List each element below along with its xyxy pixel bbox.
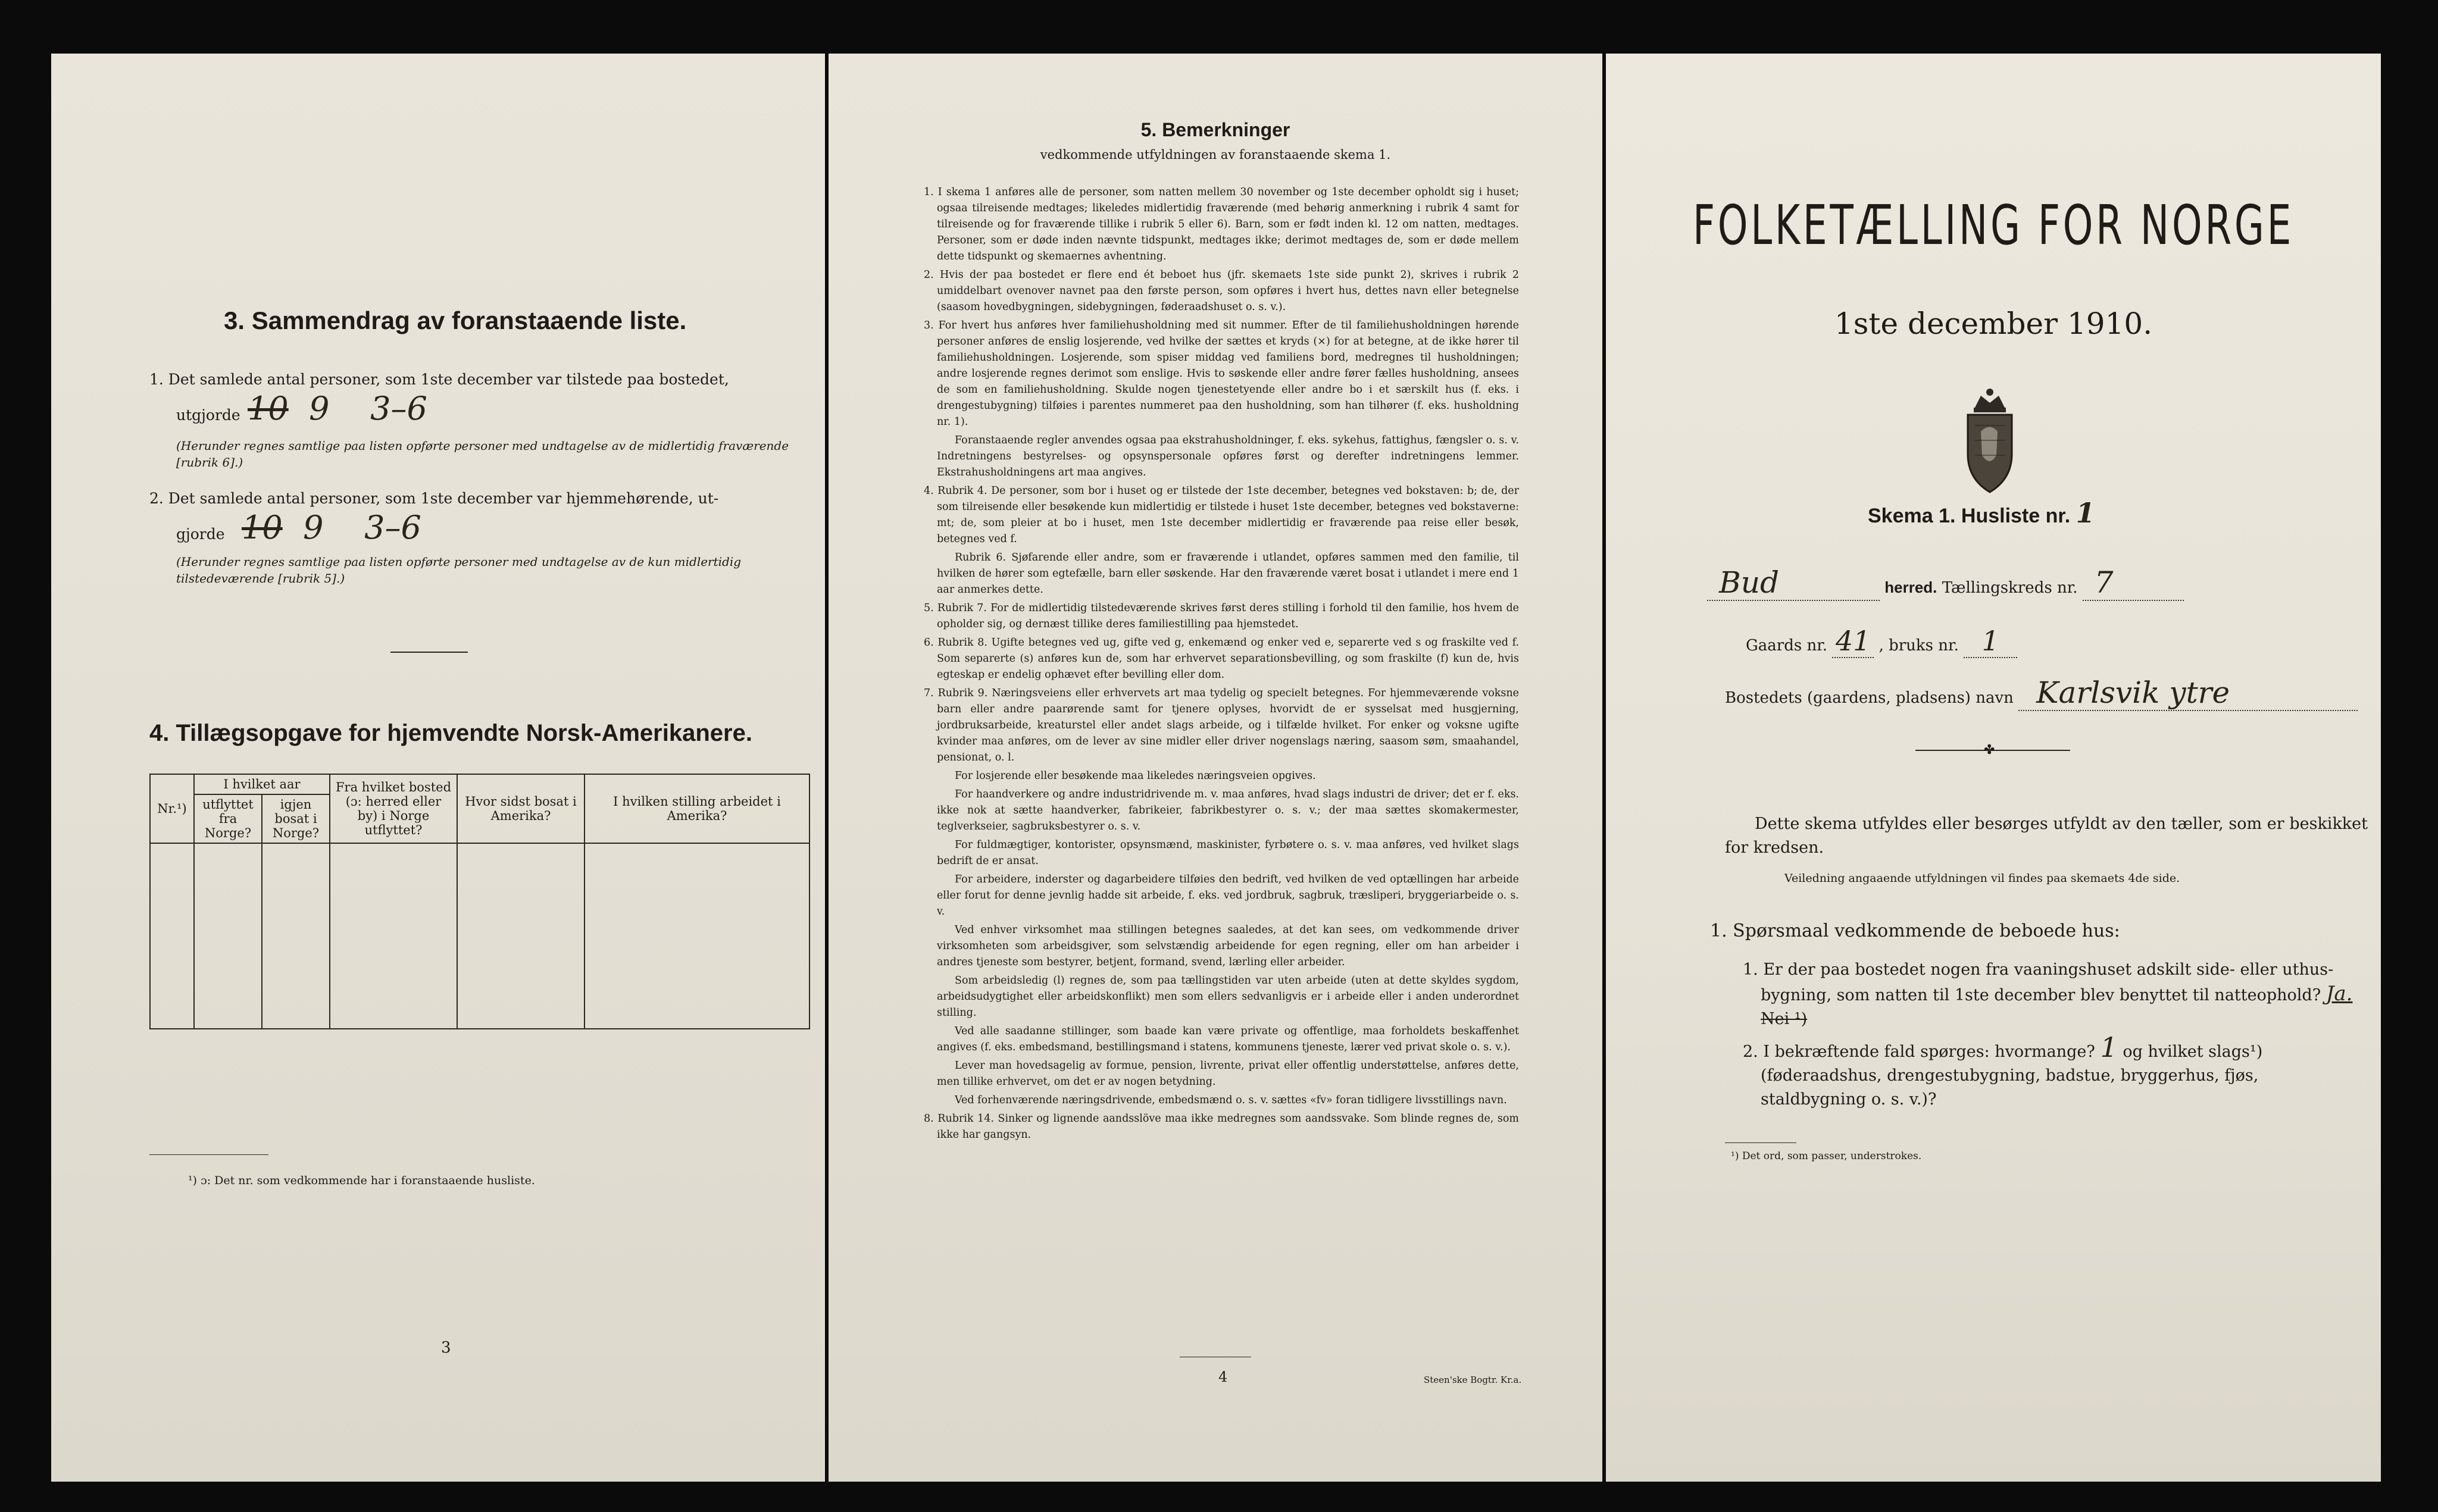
question-2-text-cont: og hvilket slags¹) (føderaadshus, drengestubygning, badstue, bryggerhus, fjøs, staldbygning o. s. v.)? xyxy=(1761,1043,2263,1109)
question-section-label: 1. Spørsmaal vedkommende de beboede hus: xyxy=(1710,921,2120,941)
summary-item-1-label xyxy=(176,405,240,426)
kreds-value: 7 xyxy=(2094,565,2114,600)
struck-value: 10 xyxy=(242,509,283,546)
remark-paragraph: Lever man hovedsagelig av formue, pension, livrente, privat eller offentlig understøttelse, anføres dette, men tillike erhvervet, om det er av nogen betydning. xyxy=(937,1060,1519,1088)
col-returned: igjen bosat i Norge? xyxy=(262,794,330,843)
norwegian-coat-of-arms-icon xyxy=(1957,384,2023,497)
intro-text: Dette skema utfyldes eller besørges utfyldt av den tæller, som er beskikket for kredsen. xyxy=(1725,815,2368,857)
herred-value: Bud xyxy=(1719,565,1779,600)
page-left xyxy=(51,54,825,1482)
present-count: 9 xyxy=(309,390,330,427)
col-position: I hvilken stilling arbeidet i Amerika? xyxy=(585,774,809,843)
remark-paragraph: Ved enhver virksomhet maa stillingen betegnes saaledes, at det kan sees, om vedkommende driver virksomheten som arbeidsgiver, som selvstændig arbeidende for egen regning, eller om han arbeider i andres tjeneste som bestyrer, betjent, formand, svend, lærling eller arbeider. xyxy=(937,924,1519,968)
page-number: 3 xyxy=(441,1339,451,1357)
section-3-title: 3. Sammendrag av foranstaaende liste. xyxy=(224,306,687,334)
bruks-value: 1 xyxy=(1981,625,1999,657)
answer-count: 1 xyxy=(2100,1031,2118,1063)
remark-paragraph: 7. Rubrik 9. Næringsveiens eller erhvervets art maa tydelig og specielt betegnes. For hjemmeværende voksne barn eller andre paarørende samt for tjenere oplyses, hvorvidt de er sysselsat med husgjerning, jordbruksarbeide, kreaturstel eller andet slags arbeide, og i tilfælde hvilket. For enker og voksne ugifte kvinder maa anføres, om de lever av sine midler eller driver nogenslags næring, saasom søm, smaahandel, pensionat, o. l. xyxy=(924,687,1519,763)
question-section-title xyxy=(1710,919,2365,943)
resident-count: 9 xyxy=(303,509,324,546)
table-row xyxy=(150,918,809,954)
remarks-body xyxy=(924,184,1519,1145)
remarks-title: 5. Bemerkninger xyxy=(1140,119,1290,140)
question-1 xyxy=(1743,958,2362,1031)
bosted-value: Karlsvik ytre xyxy=(2036,675,2230,710)
struck-value: 10 xyxy=(248,390,289,427)
remark-paragraph: 1. I skema 1 anføres alle de personer, som natten mellem 30 november og 1ste december opholdt sig i huset; ogsaa tilreisende medtages; likeledes midlertidig fraværende (med behørig anmerkning i rubrik 4 samt for tilreisende og for fraværende tillike i rubrik 5 eller 6). Barn, som er født inden kl. 12 om natten, medtages. Personer, som er døde inden nævnte tidspunkt, medtages ikke; derimot medtages de, som er døde mellem dette tidspunkt og skemaernes avhentning. xyxy=(924,186,1519,262)
summary-item-1-note: (Herunder regnes samtlige paa listen opførte personer med undtagelse av de midlertidig fraværende [rubrik 6].) xyxy=(176,439,789,469)
footnote-rule xyxy=(149,1154,268,1155)
remark-paragraph: For losjerende eller besøkende maa likeledes næringsveien opgives. xyxy=(955,770,1316,782)
remark-paragraph: 4. Rubrik 4. De personer, som bor i huset og er tilstede der 1ste december, betegnes ved bokstaven: b; de, der som tilreisende eller besøkende kun midlertidig er tilstede i huset 1ste december, betegnes ved bokstaverne: mt; de, som pleier at bo i huset, men 1ste december midlertidig er fraværende paa reise eller besøk, betegnes ved f. xyxy=(924,485,1519,545)
census-title: FOLKETÆLLING FOR NORGE xyxy=(1692,193,2295,257)
summary-item-2 xyxy=(149,488,810,509)
summary-item-1-handwriting xyxy=(248,390,427,427)
remark-paragraph: Som arbeidsledig (l) regnes de, som paa tællingstiden var uten arbeide (uten at dette skyldes sygdom, arbeidsudygtighet eller arbeidskonflikt) men som ellers sedvanligvis er i arbeide eller i anden underordnet stilling. xyxy=(937,975,1519,1019)
remark-paragraph: 6. Rubrik 8. Ugifte betegnes ved ug, gifte ved g, enkemænd og enker ved e, separerte ved s og fraskilte ved f. Som separerte (s) anføres kun de, som har erhvervet separationsbevilling, og som fraskilte (f) kun de, hvis egteskap er endelig ophævet efter bevilling eller dom. xyxy=(924,637,1519,681)
footnote-rule xyxy=(1725,1142,1796,1143)
table-row xyxy=(150,843,809,881)
remark-paragraph: 2. Hvis der paa bostedet er flere end ét beboet hus (jfr. skemaets 1ste side punkt 2), skrives i rubrik 2 umiddelbart ovenover navnet paa den første person, som opføres i hvert hus, dettes navn eller betegnelse (saasom hovedbygningen, sidebygningen, føderaadshuset o. s. v.). xyxy=(924,269,1519,313)
col-last-america: Hvor sidst bosat i Amerika? xyxy=(457,774,585,843)
remark-paragraph: 5. Rubrik 7. For de midlertidig tilstedeværende skrives først deres stilling i forhold til den familie, hos hvem de opholder sig, og dernæst tillike deres familiestilling paa hjemstedet. xyxy=(924,602,1519,630)
bruks-label: , bruks nr. xyxy=(1878,637,1959,655)
answer-yes: Ja. xyxy=(2326,982,2353,1006)
kreds-label: Tællingskreds nr. xyxy=(1942,579,2078,597)
ornament-glyph: ✤ xyxy=(1984,743,1995,757)
resident-breakdown: 3–6 xyxy=(364,509,421,546)
norsk-amerikanere-table xyxy=(149,774,810,1029)
remark-paragraph: 3. For hvert hus anføres hver familiehusholdning med sit nummer. Efter de til familiehusholdningen hørende personer anføres de enslig losjerende, ved hvilke der sættes et kryds (×) for at betegne, at de ikke hører til familiehusholdningen. Losjerende, som spiser middag ved familiens bord, medregnes til husholdningen; andre losjerende regnes derimot som enslige. Hvis to søskende eller andre fører fælles husholdning, ansees de som en familiehusholdning. Skulde nogen tjenestetyende eller andre bo i et særskilt hus (f. eks. i drengestubygning) tilføies i parentes nummeret paa den husholdning, som han tilhører (f. eks. husholdning nr. 1). xyxy=(924,320,1519,428)
remark-paragraph: Rubrik 6. Sjøfarende eller andre, som er fraværende i utlandet, opføres sammen med den familie, til hvilken de hører som egtefælle, barn eller søskende. Har den fraværende været bosat i utlandet i mere end 1 aar anmerkes dette. xyxy=(937,552,1519,596)
bosted-line xyxy=(1725,675,2368,711)
gaards-label: Gaards nr. xyxy=(1746,637,1828,655)
right-footnote: ¹) Det ord, som passer, understrokes. xyxy=(1731,1150,1922,1162)
utgjorde-label: gjorde xyxy=(176,525,225,543)
bosted-label: Bostedets (gaardens, pladsens) navn xyxy=(1725,689,2014,707)
skema-heading xyxy=(1868,497,2095,529)
col-from-place: Fra hvilket bosted (ɔ: herred eller by) i Norge utflyttet? xyxy=(330,774,457,843)
skema-label: Skema 1. Husliste nr. xyxy=(1868,505,2071,527)
summary-item-2-label xyxy=(176,524,225,545)
remark-paragraph: Ved forhenværende næringsdrivende, embedsmænd o. s. v. sættes «fv» foran tidligere livsstillings navn. xyxy=(955,1094,1507,1106)
table-row xyxy=(150,991,809,1029)
question-1-text: 1. Er der paa bostedet nogen fra vaaningshuset adskilt side- eller uthus-bygning, som natten til 1ste december blev benyttet til natteophold? xyxy=(1743,960,2334,1004)
gaards-line xyxy=(1746,625,2341,658)
husliste-number: 1 xyxy=(2076,497,2095,529)
printer-imprint: Steen'ske Bogtr. Kr.a. xyxy=(1424,1375,1522,1385)
table-row xyxy=(150,881,809,918)
summary-item-1-text: 1. Det samlede antal personer, som 1ste december var tilstede paa bostedet, xyxy=(149,371,729,388)
remark-paragraph: For arbeidere, inderster og dagarbeidere tilføies den bedrift, ved hvilken de ved optællingen har arbeide eller forut for denne jevnlig hadde sit arbeide, f. eks. ved jordbruk, sagbruk, træsliperi, bryggeriarbeide o. s. v. xyxy=(937,874,1519,918)
remark-paragraph: Ved alle saadanne stillinger, som baade kan være private og offentlige, maa forholdets beskaffenhet angives (f. eks. embedsmand, bestillingsmand i statens, kommunens tjeneste, lærer ved privat skole o. s. v.). xyxy=(937,1025,1519,1053)
present-breakdown: 3–6 xyxy=(370,390,427,427)
page-right xyxy=(1606,54,2381,1482)
herred-line xyxy=(1707,565,2362,601)
remark-paragraph: Foranstaaende regler anvendes ogsaa paa ekstrahusholdninger, f. eks. sykehus, fattighus, fængsler o. s. v. Indretningens bestyrelses- og opsynspersonale opføres først og derefter indretningens lemmer. Ekstrahusholdningens art maa angives. xyxy=(937,434,1519,478)
col-emigrated: utflyttet fra Norge? xyxy=(194,794,262,843)
remark-paragraph: For haandverkere og andre industridrivende m. v. maa anføres, hvad slags industri de driver; det er f. eks. ikke nok at sætte haandverker, fabrikeier, fabrikbestyrer o. s. v.; der maa sættes skomakermester, teglverkseier, sagbruksbestyrer o. s. v. xyxy=(937,788,1519,832)
divider xyxy=(390,652,468,653)
remark-paragraph: 8. Rubrik 14. Sinker og lignende aandsslöve maa ikke medregnes som aandssvake. Som blinde regnes de, som ikke har gangsyn. xyxy=(924,1113,1519,1141)
answer-no: Nei ¹) xyxy=(1761,1010,1808,1028)
summary-item-2-note: (Herunder regnes samtlige paa listen opførte personer med undtagelse av de kun midlertidig tilstedeværende [rubrik 5].) xyxy=(176,555,742,586)
remark-paragraph: For fuldmægtiger, kontorister, opsynsmænd, maskinister, fyrbøtere o. s. v. maa anføres, ved hvilket slags bedrift de er ansat. xyxy=(937,839,1519,867)
intro-note: Veiledning angaaende utfyldningen vil findes paa skemaets 4de side. xyxy=(1784,872,2180,885)
herred-label: herred. xyxy=(1884,578,1937,596)
census-date: 1ste december 1910. xyxy=(1834,306,2153,341)
col-group-year: I hvilket aar xyxy=(194,774,330,794)
section-4-title: 4. Tillægsopgave for hjemvendte Norsk-Amerikanere. xyxy=(149,720,752,746)
gaards-value: 41 xyxy=(1836,625,1871,657)
table-row xyxy=(150,954,809,991)
summary-item-2-handwriting xyxy=(242,509,421,546)
col-nr: Nr.¹) xyxy=(150,774,194,843)
question-2 xyxy=(1743,1031,2362,1112)
summary-item-2-text: 2. Det samlede antal personer, som 1ste december var hjemmehørende, ut- xyxy=(149,490,719,507)
utgjorde-label: utgjorde xyxy=(176,406,240,424)
table-footnote: ¹) ɔ: Det nr. som vedkommende har i foranstaaende husliste. xyxy=(188,1174,535,1187)
question-2-text: 2. I bekræftende fald spørges: hvormange? xyxy=(1743,1043,2095,1061)
page-number: 4 xyxy=(1218,1369,1228,1385)
page-middle xyxy=(829,54,1602,1482)
summary-item-1 xyxy=(149,369,810,390)
remarks-subtitle: vedkommende utfyldningen av foranstaaende skema 1. xyxy=(1040,148,1391,162)
